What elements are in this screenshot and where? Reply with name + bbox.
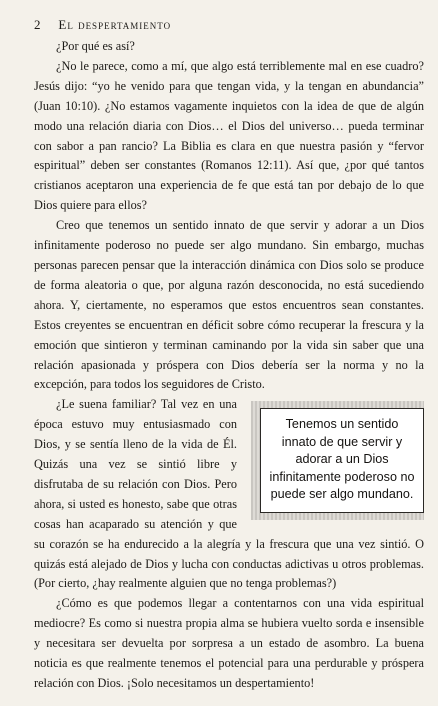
paragraph: ¿Cómo es que podemos llegar a contentarnos con una vida espiritual mediocre? Es como si nuestra propia alma se hubiera vuelto sorda e insensible y necesitara ser devuelta por sorpresa a un estado de asombro. La buena noticia es que realmente tenemos el potencial para una perdurable y próspera relación con Dios. ¡Solo necesitamos un despertamiento!: [34, 596, 424, 690]
page-number: 2: [34, 17, 41, 32]
paragraph: ¿Por qué es así?: [56, 39, 135, 53]
paragraph: Creo que tenemos un sentido innato de que servir y adorar a un Dios infinitamente poderoso no puede ser algo mundano. Sin embargo, muchas personas parecen pensar que la interacción dinámica con Dios solo se produce de forma aleatoria o que, por alguna razón desconocida, no está sucediendo ahora. Y, ciertamente, no esperamos que estos encuentros sean constantes. Estos creyentes se encuentran en déficit sobre cómo recuperar la frescura y la emoción que sintieron y terminan caminando por la vida sin saber que una relación apasionada y próspera con Dios debería ser la norma y no la excepción, para todos los seguidores de Cristo.: [34, 218, 424, 392]
paragraph: ¿No le parece, como a mí, que algo está terriblemente mal en ese cuadro? Jesús dijo: “yo he venido para que tengan vida, y la tengan en abundancia” (Juan 10:10). ¿No estamos vagamente inquietos con la idea de que de algún modo una relación diaria con Dios… el Dios del universo… pueda terminar con sabor a pan rancio? La Biblia es clara en que nuestra pasión y “fervor espiritual” deben ser constantes (Romanos 12:11). Así que, ¿por qué tantos cristianos aceptaron una experiencia de fe que está tan por debajo de lo que Dios quiere para ellos?: [34, 58, 424, 213]
body-text: [34, 37, 424, 694]
pull-quote: [251, 401, 424, 520]
running-title: El despertamiento: [58, 17, 172, 32]
pull-quote-text: Tenemos un sentido innato de que servir y adorar a un Dios infinitamente poderoso no puede ser algo mundano.: [260, 408, 424, 513]
running-header: [34, 17, 171, 33]
paragraph: ¿Le suena familiar? Tal vez en una época estuvo muy entusiasmado con Dios, y se sentía lleno de la vida de Él. Quizás una vez se sintió libre y disfrutaba de su relación con Dios. Pero ahora, si usted es honesto, sabe que otras cosas han acaparado su atención y que su corazón se ha endurecido a la alegría y la frescura que una vez sintió. O quizás está alejado de Dios y lucha con conductas adictivas u otros problemas. (Por cierto, ¿hay realmente alguien que no tenga problemas?): [34, 397, 424, 591]
